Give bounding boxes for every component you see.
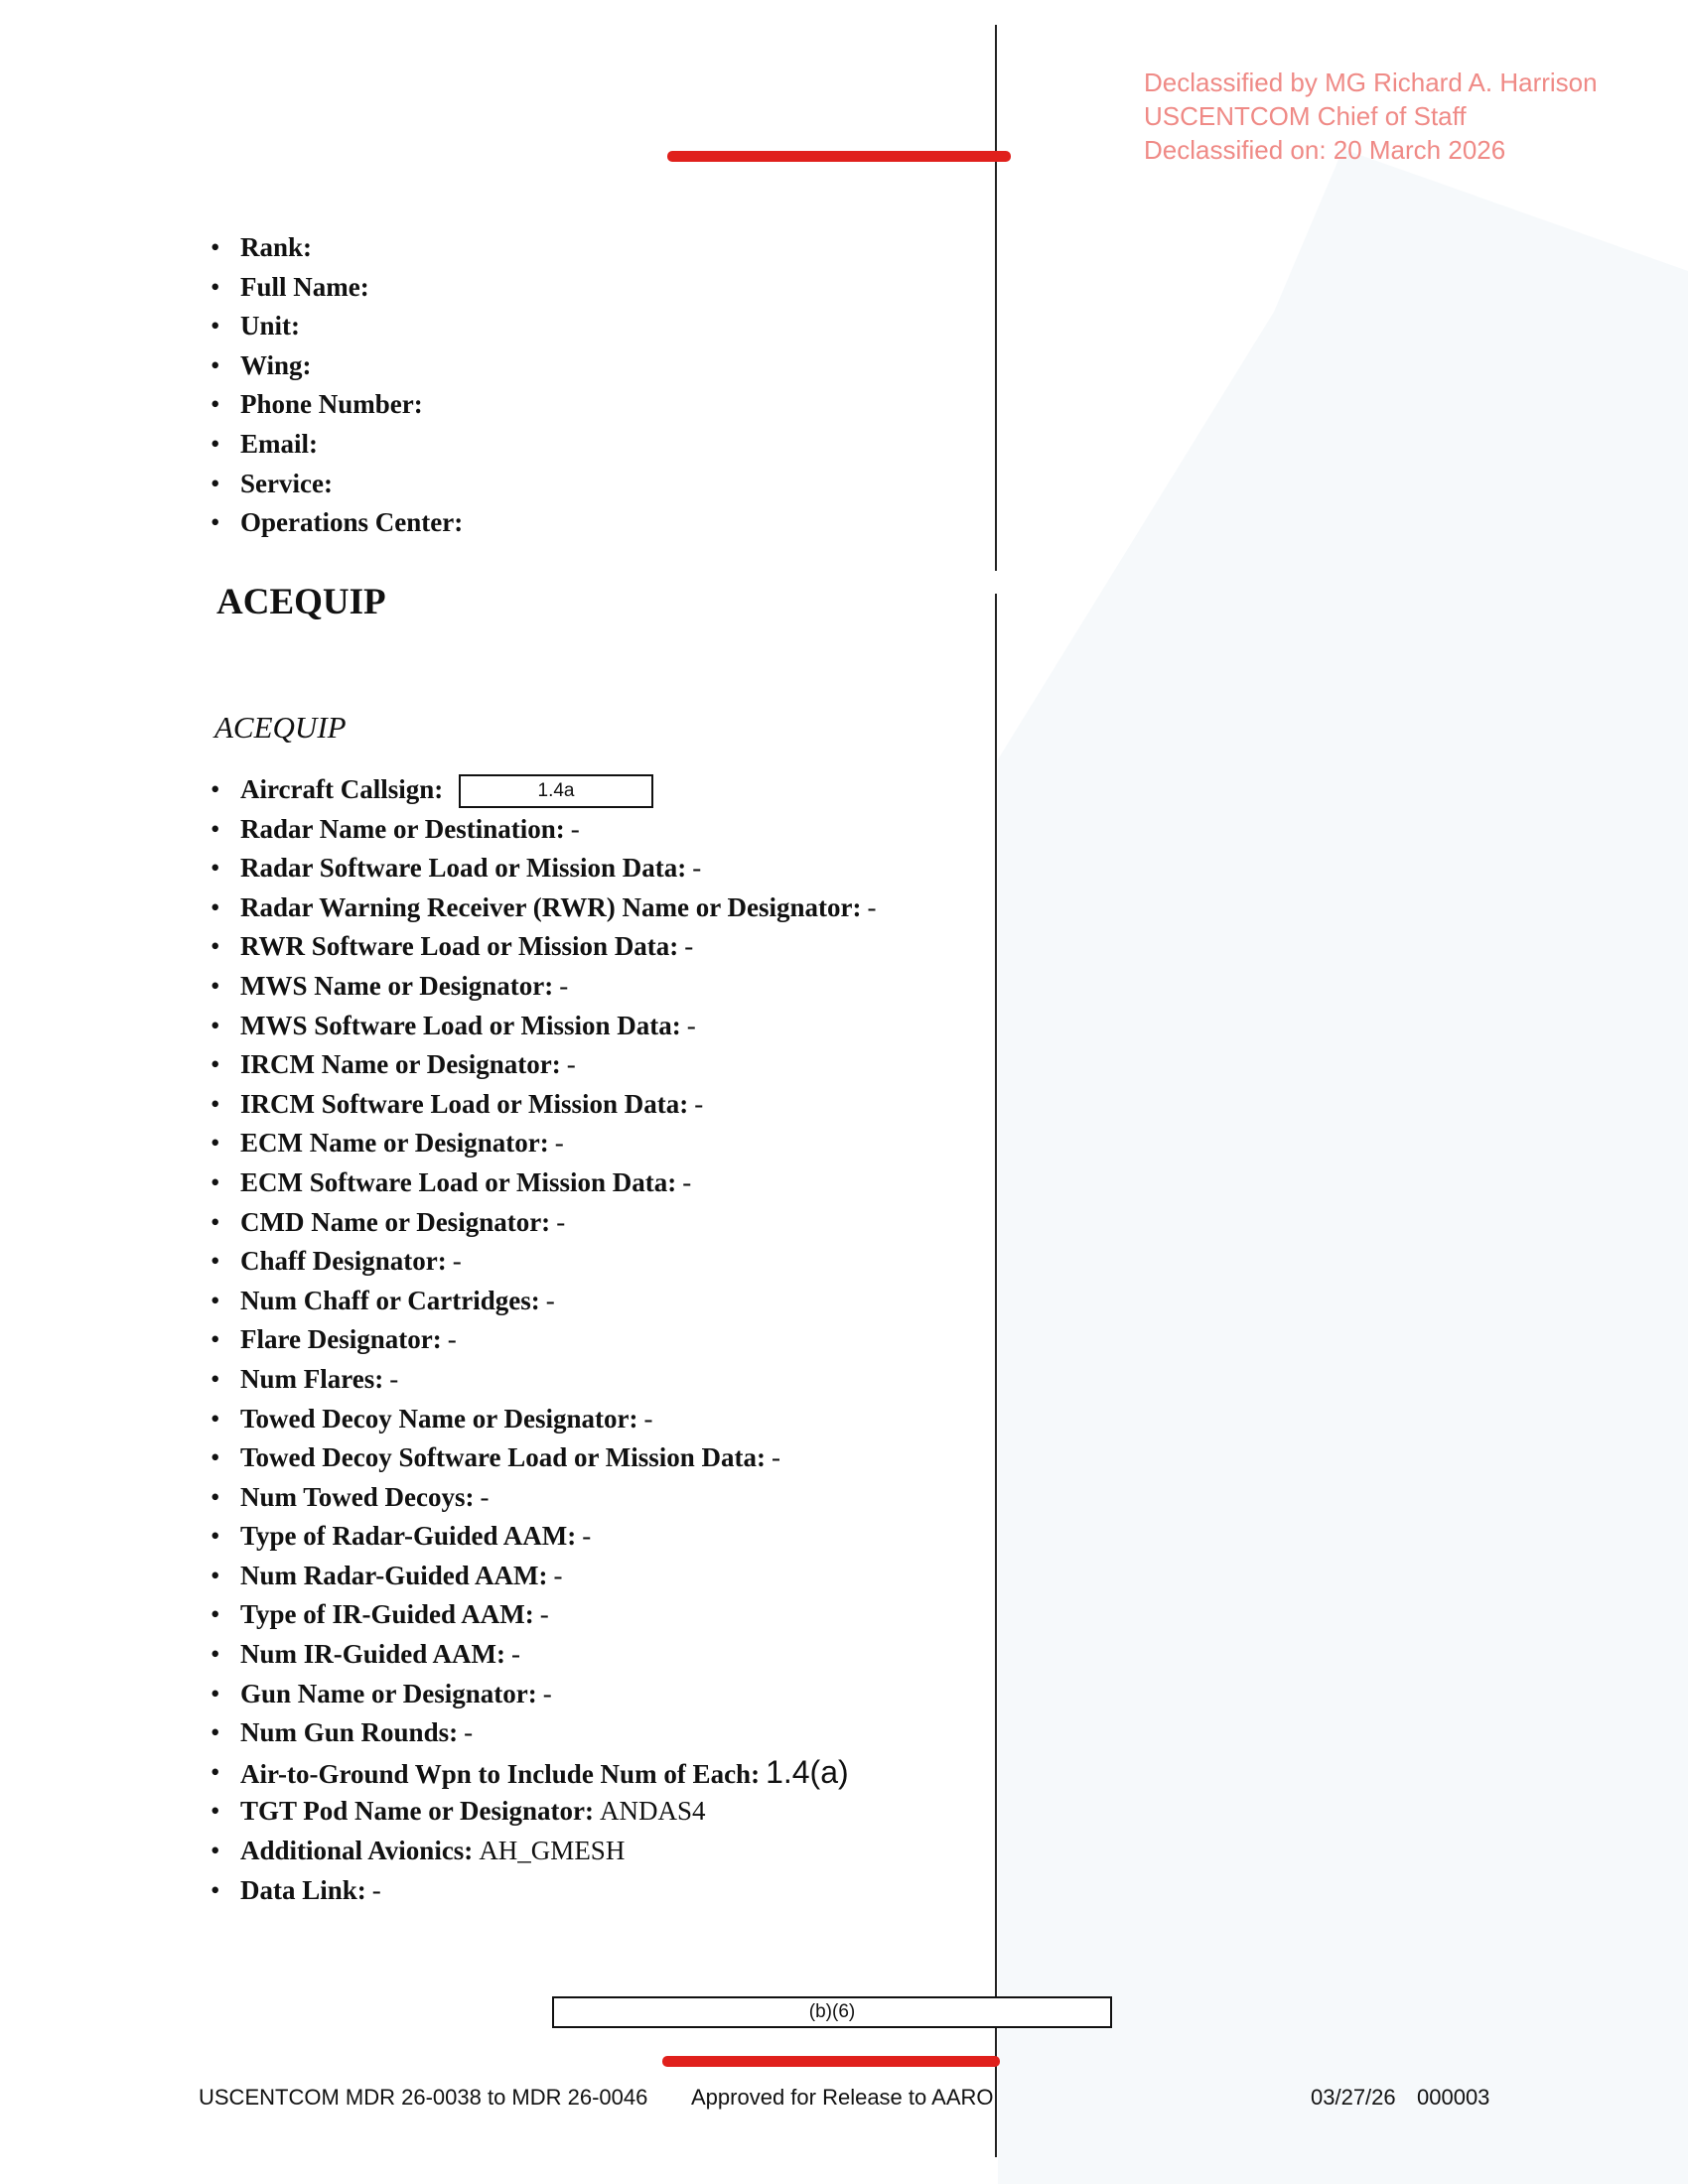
field-label: Operations Center: — [240, 507, 464, 538]
personnel-field — [213, 503, 463, 543]
field-label: Unit: — [240, 311, 300, 341]
acequip-field — [213, 1675, 876, 1714]
field-label: TGT Pod Name or Designator: — [240, 1796, 594, 1827]
field-value: - — [464, 1717, 474, 1748]
field-value: - — [480, 1481, 490, 1512]
callsign-redaction-box — [459, 774, 653, 808]
background-watermark-shape — [998, 149, 1688, 2184]
field-label: Type of Radar-Guided AAM: — [240, 1521, 577, 1552]
acequip-field — [213, 1517, 876, 1557]
field-label: Data Link: — [240, 1874, 366, 1905]
acequip-field — [213, 1871, 876, 1911]
acequip-field — [213, 1400, 876, 1439]
personnel-field — [213, 228, 463, 268]
acequip-field — [213, 810, 876, 850]
classification-marking-redacted-top — [667, 151, 1011, 162]
field-value: - — [694, 1088, 704, 1119]
field-value: - — [542, 1678, 552, 1708]
field-value: - — [643, 1403, 653, 1433]
field-label: Gun Name or Designator: — [240, 1678, 537, 1708]
acequip-field — [213, 1242, 876, 1282]
field-value: ANDAS4 — [599, 1796, 706, 1827]
acequip-field — [213, 1478, 876, 1518]
acequip-field — [213, 1360, 876, 1400]
field-label: Towed Decoy Name or Designator: — [240, 1403, 638, 1433]
acequip-field — [213, 888, 876, 928]
section-heading: ACEQUIP — [216, 582, 386, 622]
field-label: CMD Name or Designator: — [240, 1206, 551, 1237]
acequip-field — [213, 1753, 876, 1793]
field-label: Email: — [240, 428, 318, 459]
field-value: - — [511, 1639, 521, 1670]
field-value: - — [582, 1521, 592, 1552]
acequip-field — [213, 1203, 876, 1243]
field-label: Num Gun Rounds: — [240, 1717, 459, 1748]
classification-marking-redacted-bottom — [662, 2056, 1000, 2067]
field-label: IRCM Name or Designator: — [240, 1049, 561, 1080]
acequip-field — [213, 1282, 876, 1321]
footer-date: 03/27/26 — [1311, 2085, 1396, 2110]
field-value: - — [545, 1285, 555, 1315]
acequip-field — [213, 1320, 876, 1360]
field-value: - — [389, 1363, 399, 1394]
field-value: - — [566, 1049, 576, 1080]
field-value: - — [772, 1442, 780, 1473]
field-value: AH_GMESH — [479, 1836, 626, 1866]
stamp-line-2: USCENTCOM Chief of Staff — [1144, 101, 1467, 131]
field-value: - — [570, 813, 580, 844]
personnel-field — [213, 465, 463, 504]
acequip-field — [213, 1792, 876, 1832]
subsection-heading: ACEQUIP — [214, 710, 347, 745]
footer-redaction-code: (b)(6) — [808, 2001, 856, 2022]
fold-line-upper — [995, 25, 997, 571]
field-label: Num Towed Decoys: — [240, 1481, 475, 1512]
field-label: Radar Software Load or Mission Data: — [240, 853, 687, 884]
acequip-field — [213, 1713, 876, 1753]
declassification-stamp — [1144, 66, 1598, 167]
field-value: 1.4(a) — [766, 1753, 849, 1790]
field-value: - — [371, 1874, 381, 1905]
field-value: - — [556, 1206, 566, 1237]
fold-line-lower — [995, 594, 997, 2157]
field-label: Phone Number: — [240, 389, 423, 420]
field-value: - — [447, 1324, 457, 1355]
acequip-field — [213, 1595, 876, 1635]
field-value: - — [686, 1010, 696, 1040]
field-label: Service: — [240, 468, 333, 498]
acequip-field — [213, 1045, 876, 1085]
field-label: Chaff Designator: — [240, 1246, 447, 1277]
acequip-field — [213, 1832, 876, 1871]
field-label: IRCM Software Load or Mission Data: — [240, 1088, 689, 1119]
personnel-field — [213, 385, 463, 425]
field-label: Wing: — [240, 349, 312, 380]
footer-mdr: USCENTCOM MDR 26-0038 to MDR 26-0046 — [199, 2085, 648, 2110]
personnel-field — [213, 425, 463, 465]
personnel-field — [213, 307, 463, 346]
callsign-redaction-code: 1.4a — [537, 780, 575, 801]
field-label: Rank: — [240, 232, 313, 262]
field-label: ECM Name or Designator: — [240, 1128, 549, 1159]
field-label: Radar Warning Receiver (RWR) Name or Designator: — [240, 891, 862, 922]
personnel-field — [213, 268, 463, 308]
field-value: - — [692, 853, 702, 884]
acequip-field — [213, 1557, 876, 1596]
acequip-field — [213, 1438, 876, 1478]
field-value: - — [554, 1128, 564, 1159]
field-label: MWS Software Load or Mission Data: — [240, 1010, 681, 1040]
field-value: - — [452, 1246, 462, 1277]
acequip-field — [213, 1085, 876, 1125]
field-label: RWR Software Load or Mission Data: — [240, 931, 679, 962]
field-value: - — [559, 970, 569, 1001]
acequip-field — [213, 1635, 876, 1675]
acequip-field — [213, 1163, 876, 1203]
personnel-field — [213, 346, 463, 386]
field-value: - — [682, 1166, 692, 1197]
field-label: MWS Name or Designator: — [240, 970, 554, 1001]
acequip-field — [213, 1007, 876, 1046]
field-label: Towed Decoy Software Load or Mission Data: — [240, 1442, 766, 1473]
acequip-field — [213, 1124, 876, 1163]
field-label: Type of IR-Guided AAM: — [240, 1599, 534, 1630]
field-label: Air-to-Ground Wpn to Include Num of Each: — [240, 1758, 761, 1789]
stamp-line-1: Declassified by MG Richard A. Harrison — [1144, 68, 1598, 97]
acequip-field — [213, 967, 876, 1007]
acequip-field — [213, 927, 876, 967]
field-label: Radar Name or Destination: — [240, 813, 565, 844]
acequip-field — [213, 849, 876, 888]
field-label: ECM Software Load or Mission Data: — [240, 1166, 677, 1197]
field-label: Additional Avionics: — [240, 1836, 474, 1866]
field-label: Full Name: — [240, 271, 369, 302]
personnel-field-list — [213, 228, 463, 543]
field-value: - — [553, 1560, 563, 1590]
field-value: - — [867, 891, 877, 922]
field-value: - — [684, 931, 694, 962]
field-label: Num IR-Guided AAM: — [240, 1639, 506, 1670]
field-label: Flare Designator: — [240, 1324, 442, 1355]
acequip-field-list — [213, 770, 876, 1910]
stamp-line-3: Declassified on: 20 March 2026 — [1144, 135, 1506, 165]
footer-release: Approved for Release to AARO — [691, 2085, 994, 2110]
field-label: Num Chaff or Cartridges: — [240, 1285, 540, 1315]
footer-page-number: 000003 — [1417, 2085, 1490, 2110]
field-label: Num Flares: — [240, 1363, 384, 1394]
footer-redaction-box — [552, 1996, 1112, 2028]
field-label: Aircraft Callsign: — [240, 774, 444, 804]
field-label: Num Radar-Guided AAM: — [240, 1560, 548, 1590]
field-value: - — [539, 1599, 549, 1630]
